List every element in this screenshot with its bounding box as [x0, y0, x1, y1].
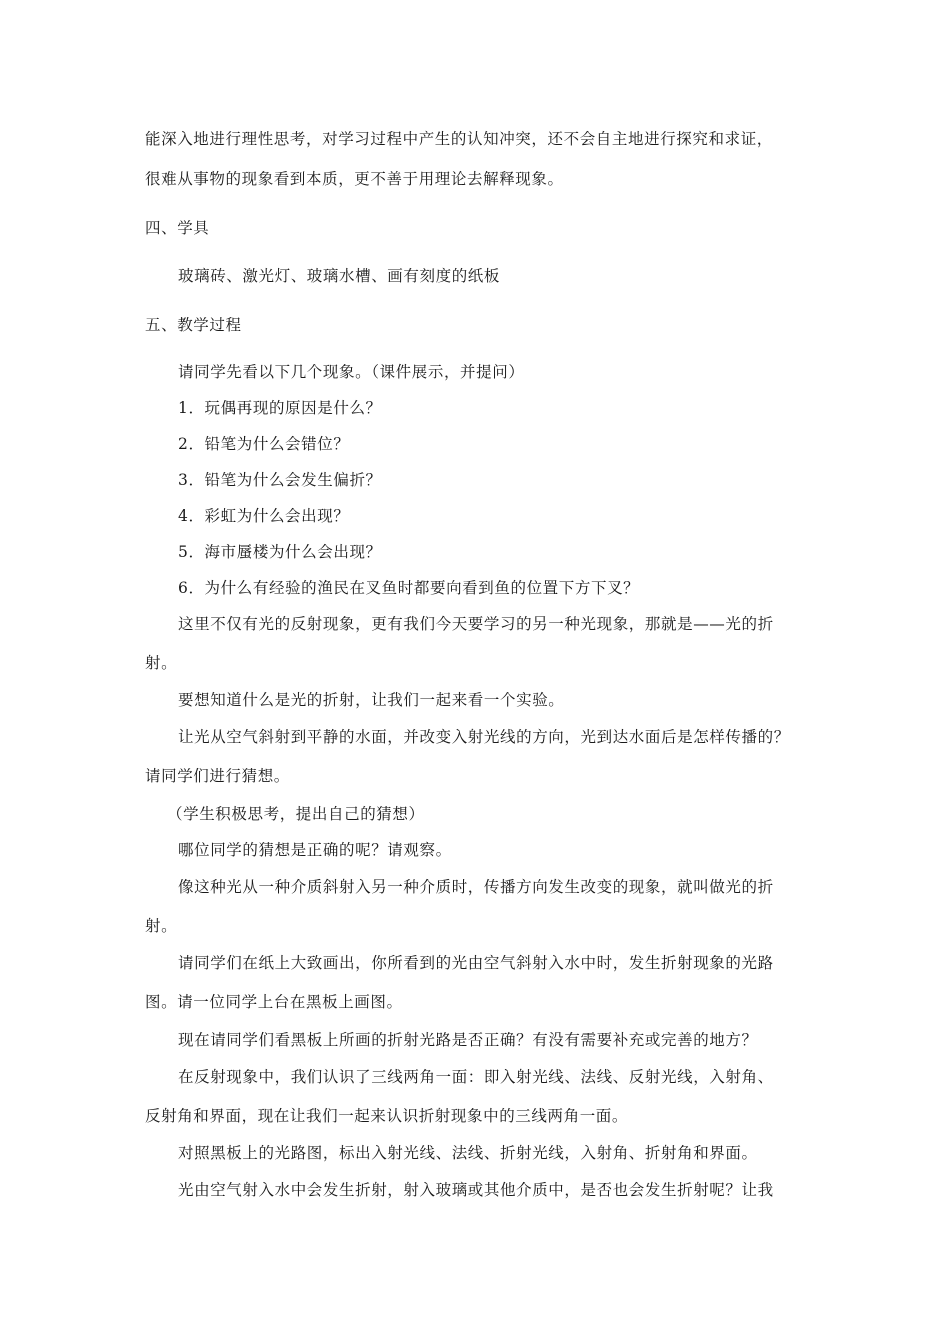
text-line: 哪位同学的猜想是正确的呢？请观察。 [178, 841, 452, 859]
text-line: 射。 [145, 654, 178, 672]
text-line: 射。 [145, 917, 178, 935]
text-line: 很难从事物的现象看到本质，更不善于用理论去解释现象。 [145, 170, 564, 188]
section-heading: 四、学具 [145, 219, 210, 237]
text-line: 图。请一位同学上台在黑板上画图。 [145, 993, 403, 1011]
text-line: 这里不仅有光的反射现象，更有我们今天要学习的另一种光现象，那就是——光的折 [178, 615, 774, 633]
text-line: 对照黑板上的光路图，标出入射光线、法线、折射光线，入射角、折射角和界面。 [178, 1144, 758, 1162]
text-line: 要想知道什么是光的折射，让我们一起来看一个实验。 [178, 691, 565, 709]
text-line: 在反射现象中，我们认识了三线两角一面：即入射光线、法线、反射光线，入射角、 [178, 1068, 774, 1086]
text-line: 请同学先看以下几个现象。（课件展示，并提问） [178, 363, 525, 381]
list-item: 5．海市蜃楼为什么会出现？ [178, 543, 382, 561]
text-line: 光由空气射入水中会发生折射，射入玻璃或其他介质中，是否也会发生折射呢？让我 [178, 1181, 774, 1199]
text-line: 请同学们在纸上大致画出，你所看到的光由空气斜射入水中时，发生折射现象的光路 [178, 954, 774, 972]
text-line: 让光从空气斜射到平静的水面，并改变入射光线的方向，光到达水面后是怎样传播的？ [178, 728, 790, 746]
list-item: 1．玩偶再现的原因是什么？ [178, 399, 382, 417]
list-item: 3．铅笔为什么会发生偏折？ [178, 471, 382, 489]
text-line: 请同学们进行猜想。 [145, 767, 290, 785]
text-line: 现在请同学们看黑板上所画的折射光路是否正确？有没有需要补充或完善的地方？ [178, 1031, 758, 1049]
section-heading: 五、教学过程 [145, 316, 242, 334]
text-line: （学生积极思考，提出自己的猜想） [167, 805, 425, 823]
list-item: 4．彩虹为什么会出现？ [178, 507, 350, 525]
list-item: 6．为什么有经验的渔民在叉鱼时都要向看到鱼的位置下方下叉？ [178, 579, 640, 597]
text-line: 像这种光从一种介质斜射入另一种介质时，传播方向发生改变的现象，就叫做光的折 [178, 878, 774, 896]
text-line: 能深入地进行理性思考，对学习过程中产生的认知冲突，还不会自主地进行探究和求证， [145, 130, 773, 148]
list-item: 2．铅笔为什么会错位？ [178, 435, 350, 453]
text-line: 玻璃砖、激光灯、玻璃水槽、画有刻度的纸板 [178, 267, 501, 285]
text-line: 反射角和界面，现在让我们一起来认识折射现象中的三线两角一面。 [145, 1107, 629, 1125]
